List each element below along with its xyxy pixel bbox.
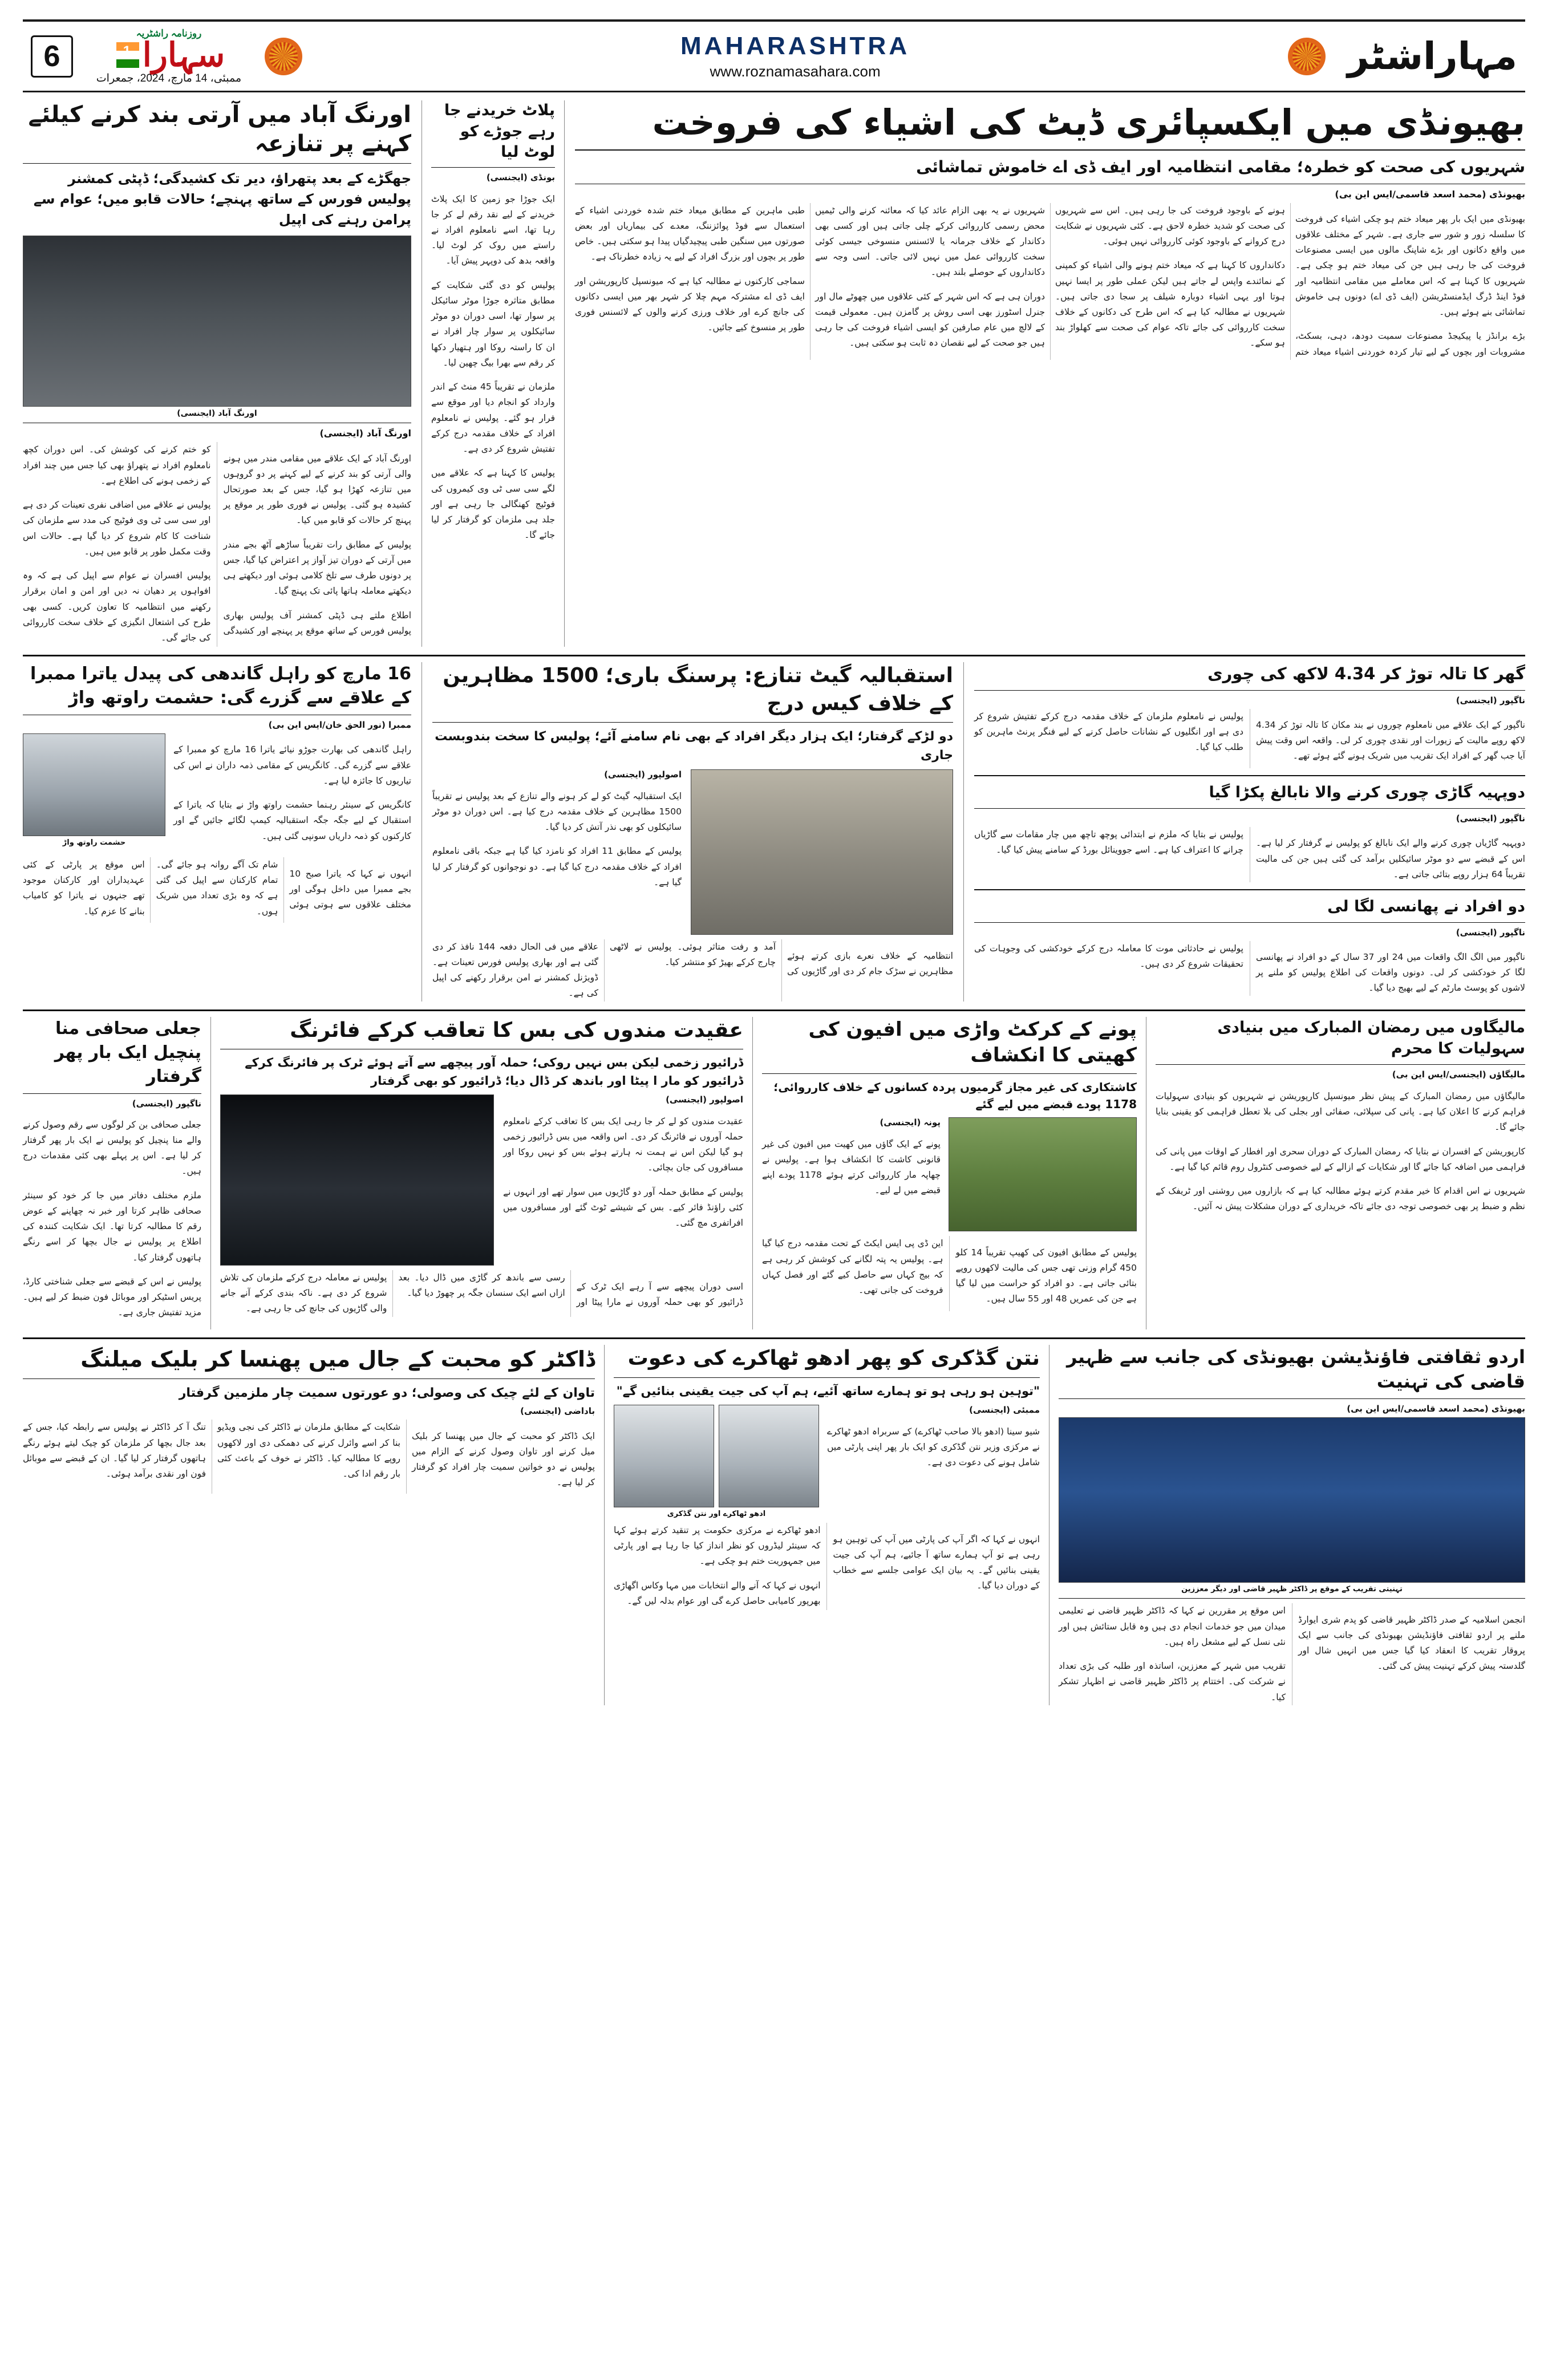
article-minor-thief [974, 775, 1525, 882]
article-fake-journalist [23, 1017, 211, 1330]
invitation-headline: نتن گڈکری کو پھر ادھو ٹھاکرے کی دعوت [627, 1347, 1040, 1371]
opium-subhead: کاشتکاری کی غیر مجاز گرمیوں پردہ کسانوں کے خلاف کارروائی؛ 1178 پودے قبضے میں لیے گئے [773, 1080, 1137, 1112]
article-ramzan-facilities [1146, 1017, 1525, 1330]
plot-body: ایک جوڑا جو زمین کا ایک پلاٹ خریدنے کے لیے نقد رقم لے کر جا رہا تھا، اسے نامعلوم افراد نے راستے میں روک کر لوٹ لیا۔ واقعہ بدھ کی دوپہر پیش آیا۔ پولیس کو دی گئی شکایت کے مطابق متاثرہ جوڑا موٹر سائیکل پر سوار تھا، اسی دوران دو موٹر سائیکلوں پر سوار چار افراد نے ان کا راستہ روکا اور ہتھیار دکھا کر رقم سے بھرا بیگ چھین لیا۔ ملزمان نے تقریباً 45 منٹ کے اندر وارداد کو انجام دیا اور موقع سے فرار ہو گئے۔ پولیس نے نامعلوم افراد کے خلاف مقدمہ درج کرکے تفتیش شروع کر دی ہے۔ پولیس کا کہنا ہے کہ علاقے میں لگے سی سی ٹی وی کیمروں کی فوٹیج کھنگالی جا رہی ہے اور جلد ہی ملزمان کو گرفتار کر لیا جائے گا۔ [431, 193, 555, 540]
foundation-photo [1059, 1417, 1525, 1583]
ramzan-body: مالیگاؤں میں رمضان المبارک کے پیش نظر میونسپل کارپوریشن نے شہریوں کو بنیادی سہولیات فراہم کرنے کا اعلان کیا ہے۔ پانی کی سپلائی، صفائی اور بجلی کی بلا تعطل فراہمی کو یقینی بنایا جائے گا۔ کارپوریشن کے افسران نے بتایا کہ رمضان المبارک کے دوران سحری اور افطار کے اوقات میں پانی کی فراہمی میں اضافہ کیا جائے گا اور شکایات کے ازالے کے لیے خصوصی کنٹرول روم قائم کیا گیا ہے۔ شہریوں نے اس اقدام کا خیر مقدم کرتے ہوئے مطالبہ کیا ہے کہ بازاروں میں روشنی اور ٹریفک کے نظم و ضبط پر بھی خصوصی توجہ دی جائے تاکہ خریداری کے دوران مشکلات پیش نہ آئیں۔ [1156, 1090, 1525, 1212]
masthead [23, 19, 1525, 92]
aurangabad-body: اورنگ آباد کے ایک علاقے میں مقامی مندر میں ہونے والی آرتی کو بند کرنے کے لیے کہنے پر دو گروہوں میں تنازعہ کھڑا ہو گیا، جس کے بعد صورتحال کشیدہ ہو گئی۔ پولیس نے فوری طور پر موقع پر پہنچ کر حالات کو قابو میں کیا۔ پولیس کے مطابق رات تقریباً ساڑھے آٹھ بجے مندر میں آرتی کے دوران تیز آواز پر اعتراض کیا گیا، جس پر دونوں طرف سے تلخ کلامی ہوئی اور دیکھتے ہی دیکھتے معاملہ ہاتھا پائی تک پہنچ گیا۔ اطلاع ملتے ہی ڈپٹی کمشنر آف پولیس بھاری پولیس فورس کے ساتھ موقع پر پہنچے اور کشیدگی کو ختم کرنے کی کوشش کی۔ اس دوران کچھ نامعلوم افراد نے پتھراؤ بھی کیا جس میں چند افراد کے زخمی ہونے کی اطلاع ہے۔ پولیس نے علاقے میں اضافی نفری تعینات کر دی ہے اور سی سی ٹی وی فوٹیج کی مدد سے ملزمان کی شناخت کا کام شروع کر دیا گیا ہے۔ حالات اس وقت مکمل طور پر قابو میں ہیں۔ پولیس افسران نے عوام سے اپیل کی ہے کہ وہ افواہوں پر دھیان نہ دیں اور امن و امان برقرار رکھنے میں انتظامیہ کا تعاون کریں۔ کسی بھی طرح کی اشتعال انگیزی کے خلاف سخت کارروائی کی جائے گی۔ [23, 444, 411, 643]
foundation-headline: اردو ثقافتی فاؤنڈیشن بھیونڈی کی جانب سے ظہیر قاضی کی تہنیت [1067, 1346, 1525, 1393]
minor-thief-byline: ناگپور (ایجنسی) [1456, 813, 1525, 824]
ramzan-byline: مالیگاؤں (ایجنسی/ایس این بی) [1392, 1069, 1525, 1080]
urdu-edition-title: مہاراشٹر [1347, 34, 1517, 79]
aurangabad-subhead: جھگڑے کے بعد پتھراؤ، دیر تک کشیدگی؛ ڈپٹی کمشنر پولیس فورس کے ساتھ پہنچے؛ حالات قابو میں؛ عوام سے پرامن رہنے کی اپیل [33, 171, 411, 228]
fake-journalist-headline: جعلی صحافی منا پنچیل ایک بار پھر گرفتار [54, 1018, 201, 1086]
article-foundation-felicitation [1049, 1345, 1525, 1705]
article-theft [974, 662, 1525, 768]
band-top [23, 100, 1525, 647]
invitation-photo-uddhav [614, 1405, 714, 1507]
opium-body-col1: پونے کے ایک گاؤں میں کھیت میں افیون کی غیر قانونی کاشت کا انکشاف ہوا ہے۔ پولیس نے چھاپہ مار کارروائی کرتے ہوئے 1178 پودے اپنے قبضے میں لے لیے۔ [762, 1138, 941, 1196]
foundation-byline: بھیونڈی (محمد اسعد قاسمی/ایس این بی) [1347, 1404, 1525, 1414]
suicides-headline: دو افراد نے پھانسی لگا لی [1327, 897, 1525, 915]
plot-byline: بونڈی (ایجنسی) [486, 172, 555, 183]
doctor-headline: ڈاکٹر کو محبت کے جال میں پھنسا کر بلیک میلنگ [80, 1347, 595, 1372]
edition-title: MAHARASHTRA [680, 32, 910, 60]
firing-photo-truck [220, 1094, 494, 1266]
gate-body-col2: انتظامیہ کے خلاف نعرے بازی کرتے ہوئے مظاہرین نے سڑک جام کر دی اور گاڑیوں کی آمد و رفت متاثر ہوئی۔ پولیس نے لاٹھی چارج کرکے بھیڑ کو منتشر کیا۔ علاقے میں فی الحال دفعہ 144 نافذ کر دی گئی ہے اور بھاری پولیس فورس تعینات ہے۔ ڈویژنل کمشنر نے امن برقرار رکھنے کی اپیل کی ہے۔ [432, 942, 953, 999]
yatra-body-part1: راہل گاندھی کی بھارت جوڑو نیائے یاترا 16 مارچ کو ممبرا کے علاقے سے گزرے گی۔ کانگریس کے مقامی ذمہ داران نے اس کی تیاریوں کا جائزہ لیا ہے۔ کانگریس کے سینئر رہنما حشمت راوتھ واڑ نے بتایا کہ یاترا کے استقبال کے لیے جگہ جگہ استقبالیہ کیمپ لگائے جائیں گے اور کارکنوں کو ذمہ داریاں سونپی گئی ہیں۔ [173, 744, 411, 841]
band-middle [23, 655, 1525, 1002]
yatra-body-part2: انہوں نے کہا کہ یاترا صبح 10 بجے ممبرا میں داخل ہوگی اور مختلف علاقوں سے ہوتی ہوئی شام تک آگے روانہ ہو جائے گی۔ تمام کارکنان سے اپیل کی گئی ہے کہ وہ بڑی تعداد میں شریک ہوں۔ اس موقع پر پارٹی کے کئی عہدیداران اور کارکنان موجود تھے جنہوں نے یاترا کو کامیاب بنانے کا عزم کیا۔ [23, 859, 411, 917]
firing-body-col1: عقیدت مندوں کو لے کر جا رہی ایک بس کا تعاقب کرکے نامعلوم حملہ آوروں نے فائرنگ کر دی۔ اس واقعہ میں بس ڈرائیور زخمی ہو گیا لیکن اس نے ہمت نہ ہارتے ہوئے بس کو نہیں روکا اور مسافروں کی جان بچائی۔ پولیس کے مطابق حملہ آور دو گاڑیوں میں سوار تھے اور انہوں نے کئی راؤنڈ فائر کیے۔ بس کے شیشے ٹوٹ گئے اور مسافروں میں افراتفری مچ گئی۔ [503, 1116, 743, 1228]
firing-subhead: ڈرائیور زخمی لیکن بس نہیں روکی؛ حملہ آور پیچھے سے آتے ہوئے ٹرک پر فائرنگ کرکے ڈرائیور کو مار ا پیٹا اور باندھ کر ڈال دیا؛ ڈرائیور کو بھی گرفتار [245, 1056, 743, 1088]
firing-byline: اصولپور (ایجنسی) [666, 1094, 743, 1105]
article-aurangabad [23, 100, 422, 647]
flag-number: 1 [123, 43, 131, 59]
sun-emblem-left [265, 38, 302, 75]
gate-body-col1: ایک استقبالیہ گیٹ کو لے کر ہونے والے تنازع کے بعد پولیس نے تقریباً 1500 مظاہرین کے خلاف مقدمہ درج کیا ہے۔ اس دوران دو موٹر سائیکلوں کو بھی نذر آتش کر دیا گیا۔ پولیس کے مطابق 11 افراد کو نامزد کیا گیا ہے جبکہ باقی نامعلوم افراد کے خلاف مقدمہ درج کیا گیا ہے۔ دو نوجوانوں کو گرفتار کر لیا گیا ہے۔ [432, 790, 682, 887]
opium-byline: پونہ (ایجنسی) [880, 1117, 941, 1128]
foundation-body: انجمن اسلامیہ کے صدر ڈاکٹر ظہیر قاضی کو پدم شری ایوارڈ ملنے پر اردو ثقافتی فاؤنڈیشن بھیونڈی کی جانب سے ایک پروقار تقریب کا انعقاد کیا گیا جس میں انہیں شال اور گلدستہ پیش کرکے تہنیت پیش کی گئی۔ اس موقع پر مقررین نے کہا کہ ڈاکٹر ظہیر قاضی نے تعلیمی میدان میں جو خدمات انجام دی ہیں وہ قابل ستائش ہیں اور نئی نسل کے لیے مشعل راہ ہیں۔ تقریب میں شہر کے معززین، اساتذہ اور طلبہ کی بڑی تعداد نے شرکت کی۔ اختتام پر ڈاکٹر ظہیر قاضی نے اظہار تشکر کیا۔ [1059, 1605, 1525, 1702]
invitation-byline: ممبئی (ایجنسی) [969, 1405, 1040, 1416]
article-suicides [974, 889, 1525, 996]
invitation-body-col1: شیو سینا (ادھو بالا صاحب ٹھاکرے) کے سربراہ ادھو ٹھاکرے نے مرکزی وزیر نتن گڈکری کو ایک بار پھر اپنی پارٹی میں شامل ہونے کی دعوت دی ہے۔ [827, 1426, 1040, 1467]
gate-byline: اصولپور (ایجنسی) [604, 769, 682, 780]
theft-headline: گھر کا تالہ توڑ کر 4.34 لاکھ کی چوری [1207, 663, 1525, 683]
lead-headline: بھیونڈی میں ایکسپائری ڈیٹ کی اشیاء کی فروخت [652, 102, 1525, 144]
newspaper-logo [83, 27, 254, 85]
invitation-photo-caption: ادھو ٹھاکرے اور نتن گڈکری [667, 1510, 766, 1519]
article-bus-firing [211, 1017, 753, 1330]
article-yatra [23, 662, 422, 1002]
doctor-body: ایک ڈاکٹر کو محبت کے جال میں پھنسا کر بلیک میل کرنے اور تاوان وصول کرنے کے الزام میں پولیس نے دو خواتین سمیت چار افراد کو گرفتار کر لیا ہے۔ شکایت کے مطابق ملزمان نے ڈاکٹر کی نجی ویڈیو بنا کر اسے وائرل کرنے کی دھمکی دی اور لاکھوں روپے کا مطالبہ کیا۔ ڈاکٹر نے خوف کے باعث کئی بار رقم ادا کی۔ تنگ آ کر ڈاکٹر نے پولیس سے رابطہ کیا، جس کے بعد جال بچھا کر ملزمان کو چیک لیتے ہوئے رنگے ہاتھوں گرفتار کر لیا گیا۔ ان کے قبضے سے موبائل فون اور نقدی برآمد ہوئی۔ [23, 1422, 595, 1488]
article-pune-opium [753, 1017, 1146, 1330]
opium-body-col2: پولیس کے مطابق افیون کی کھیپ تقریباً 14 کلو 450 گرام وزنی تھی جس کی مالیت لاکھوں روپے بتائی جاتی ہے۔ دو افراد کو حراست میں لیا گیا ہے جن کی عمریں 48 اور 55 سال ہیں۔ این ڈی پی ایس ایکٹ کے تحت مقدمہ درج کیا گیا ہے۔ پولیس یہ پتہ لگانے کی کوشش کر رہی ہے کہ بیج کہاں سے حاصل کیے گئے اور فصل کہاں فروخت کی جانی تھی۔ [762, 1238, 1137, 1304]
minor-thief-body: دوپہیہ گاڑیاں چوری کرنے والے ایک نابالغ کو پولیس نے گرفتار کر لیا ہے۔ اس کے قبضے سے دو موٹر سائیکلیں برآمد کی گئی ہیں جن کی مالیت تقریباً 64 ہزار روپے بتائی جاتی ہے۔ پولیس نے بتایا کہ ملزم نے ابتدائی پوچھ تاچھ میں چار مقامات سے گاڑیاں چرانے کا اعتراف کیا ہے۔ اسے جووینائل بورڈ کے سامنے پیش کیا گیا۔ [974, 829, 1525, 879]
suicides-byline: ناگپور (ایجنسی) [1456, 927, 1525, 938]
website-url[interactable]: www.roznamasahara.com [710, 63, 881, 80]
gate-headline: استقبالیہ گیٹ تنازع: پرسنگ باری؛ 1500 مظاہرین کے خلاف کیس درج [443, 663, 953, 715]
opium-photo-field [949, 1117, 1137, 1231]
aurangabad-headline: اورنگ آباد میں آرتی بند کرنے کیلئے کہنے پر تنازعہ [28, 102, 411, 157]
gate-subhead: دو لڑکے گرفتار؛ ایک ہزار دیگر افراد کے بھی نام سامنے آئے؛ پولیس کا سخت بندوبست جاری [435, 729, 953, 763]
yatra-photo [23, 733, 165, 836]
lead-byline: بھیونڈی (محمد اسعد قاسمی/ایس این بی) [1335, 188, 1525, 200]
article-lead [565, 100, 1525, 647]
ramzan-headline: مالیگاوں میں رمضان المبارک میں بنیادی سہولیات کا محرم [1217, 1018, 1525, 1058]
theft-byline: ناگپور (ایجنسی) [1456, 695, 1525, 706]
yatra-headline: 16 مارچ کو راہل گاندھی کی پیدل یاترا ممبرا کے علاقے سے گزرے گی: حشمت راوتھ واڑ [30, 663, 411, 708]
page-number: 6 [31, 35, 73, 78]
invitation-subhead: "توہین ہو رہی ہو تو ہمارے ساتھ آئیے، ہم آپ کی جیت یقینی بنائیں گے" [616, 1384, 1040, 1398]
theft-body: ناگپور کے ایک علاقے میں نامعلوم چوروں نے بند مکان کا تالہ توڑ کر 4.34 لاکھ روپے مالیت کے زیورات اور نقدی چوری کر لی۔ واقعہ اس وقت پیش آیا جب گھر کے افراد ایک تقریب میں شریک ہونے گئے ہوئے تھے۔ پولیس نے نامعلوم ملزمان کے خلاف مقدمہ درج کرکے تفتیش شروع کر دی ہے اور انگلیوں کے نشانات حاصل کرنے کے لیے فنگر پرنٹ ماہرین کو طلب کیا گیا۔ [974, 711, 1525, 761]
doctor-byline: باداضی (ایجنسی) [520, 1406, 595, 1417]
foundation-photo-caption: تہنیتی تقریب کے موقع پر ڈاکٹر ظہیر قاضی اور دیگر معززین [1181, 1585, 1403, 1594]
article-gadkari-invitation [605, 1345, 1049, 1705]
firing-headline: عقیدت مندوں کی بس کا تعاقب کرکے فائرنگ [290, 1018, 743, 1042]
flag-icon [116, 42, 139, 68]
fake-journalist-body: جعلی صحافی بن کر لوگوں سے رقم وصول کرنے والے منا پنچیل کو پولیس نے ایک بار پھر گرفتار کر لیا ہے۔ اس پر پہلے بھی کئی مقدمات درج ہیں۔ ملزم مختلف دفاتر میں جا کر خود کو سینئر صحافی ظاہر کرتا اور خبر نہ چھاپنے کے عوض رقم کا مطالبہ کرتا تھا۔ ایک شکایت کنندہ کی اطلاع پر پولیس نے جال بچھا کر اسے رنگے ہاتھوں گرفتار کیا۔ پولیس نے اس کے قبضے سے جعلی شناختی کارڈ، پریس اسٹیکر اور موبائل فون ضبط کر لیے ہیں۔ مزید تفتیش جاری ہے۔ [23, 1120, 201, 1318]
article-doctor-blackmail [23, 1345, 605, 1705]
doctor-subhead: تاوان کے لئے چیک کی وصولی؛ دو عورتوں سمیت چار ملزمین گرفتار [179, 1386, 595, 1401]
invitation-body-col2: انہوں نے کہا کہ اگر آپ کی پارٹی میں آپ کی توہین ہو رہی ہے تو آپ ہمارے ساتھ آ جائیے، ہم آپ کی جیت یقینی بنائیں گے۔ یہ بیان ایک عوامی جلسے سے خطاب کے دوران دیا گیا۔ ادھو ٹھاکرے نے مرکزی حکومت پر تنقید کرتے ہوئے کہا کہ سینئر لیڈروں کو نظر انداز کیا جا رہا ہے اور پارٹی میں جمہوریت ختم ہو چکی ہے۔ انہوں نے کہا کہ آنے والے انتخابات میں مہا وکاس اگھاڑی بھرپور کامیابی حاصل کرے گی اور عوام بدلہ لیں گے۔ [614, 1525, 1040, 1607]
fake-journalist-byline: ناگپور (ایجنسی) [132, 1098, 201, 1109]
suicides-body: ناگپور میں الگ الگ واقعات میں 24 اور 37 سال کے دو افراد نے پھانسی لگا کر خودکشی کر لی۔ دونوں واقعات کی اطلاع پولیس کو ملنے پر لاشوں کو پوسٹ مارٹم کے لیے بھیج دیا گیا۔ پولیس نے حادثاتی موت کا معاملہ درج کرکے خودکشی کی وجوہات کی تحقیقات شروع کر دی ہیں۔ [974, 943, 1525, 994]
plot-headline: پلاٹ خریدنے جا رہے جوڑے کو لوٹ لیا [444, 102, 555, 161]
band-bottom [23, 1337, 1525, 1705]
article-gate-dispute [422, 662, 964, 1002]
gate-photo-burnt-bike [691, 769, 953, 935]
logo-main-text: سہارا [142, 37, 225, 74]
lead-subhead: شہریوں کی صحت کو خطرہ؛ مقامی انتظامیہ اور ایف ڈی اے خاموش تماشائی [916, 157, 1525, 176]
sun-emblem-right [1288, 38, 1326, 75]
edition-block [313, 32, 1278, 80]
issue-date: ممبئی، 14 مارچ، 2024، جمعرات [96, 72, 242, 85]
aurangabad-byline: اورنگ آباد (ایجنسی) [319, 428, 411, 439]
minor-thief-headline: دوپہیہ گاڑی چوری کرنے والا نابالغ پکڑا گیا [1209, 784, 1525, 802]
opium-headline: پونے کے کرکٹ واڑی میں افیون کی کھیتی کا انکشاف [808, 1017, 1137, 1067]
invitation-photo-gadkari [719, 1405, 819, 1507]
yatra-byline: ممبرا (نور الحق خان/ایس این بی) [268, 719, 411, 730]
aurangabad-photo [23, 236, 411, 407]
band-third [23, 1009, 1525, 1330]
column-nagpur-briefs [964, 662, 1525, 1002]
firing-body-col2: اسی دوران پیچھے سے آ رہے ایک ٹرک کے ڈرائیور کو بھی حملہ آوروں نے مارا پیٹا اور رسی سے باندھ کر گاڑی میں ڈال دیا۔ بعد ازاں اسے ایک سنسان جگہ پر چھوڑ دیا گیا۔ پولیس نے معاملہ درج کرکے ملزمان کی تلاش شروع کر دی ہے۔ ناکہ بندی کرکے آنے جانے والی گاڑیوں کی جانچ کی جا رہی ہے۔ [220, 1272, 743, 1314]
aurangabad-photo-caption: اورنگ آباد (ایجنسی) [177, 409, 257, 419]
yatra-photo-caption: حشمت راوتھ واڑ [62, 838, 126, 847]
logo-top-line: روزنامہ راشٹریہ [136, 28, 202, 39]
article-plot-robbery [422, 100, 565, 647]
lead-body: بھیونڈی میں ایک بار پھر میعاد ختم ہو چکی اشیاء کی فروخت کا سلسلہ زور و شور سے جاری ہے۔ شہر کے مختلف علاقوں میں واقع دکانوں اور بڑے شاپنگ مالوں میں ایسی مصنوعات فروخت کی جا رہی ہیں جن کی میعاد ختم ہو چکی ہے۔ شہریوں کا کہنا ہے کہ اس معاملے میں مقامی انتظامیہ اور فوڈ اینڈ ڈرگ ایڈمنسٹریشن (ایف ڈی اے) دونوں ہی خاموش تماشائی بنے ہوئے ہیں۔ بڑے برانڈز یا پیکیجڈ مصنوعات سمیت دودھ، دہی، بسکٹ، مشروبات اور بچوں کے لیے تیار کردہ خوردنی اشیاء میعاد ختم ہونے کے باوجود فروخت کی جا رہی ہیں۔ اس سے شہریوں کی صحت کو شدید خطرہ لاحق ہے۔ کئی شہریوں نے شکایت درج کروانے کے باوجود کوئی کارروائی نہیں ہوئی۔ دکانداروں کا کہنا ہے کہ میعاد ختم ہونے والی اشیاء کو کمپنی کے نمائندے واپس لے جاتے ہیں لیکن عملی طور پر ایسا نہیں ہوتا اور یہی اشیاء دوبارہ شیلف پر سجا دی جاتی ہیں۔ شہریوں نے مطالبہ کیا ہے کہ اس طرح کی دکانوں کے خلاف سخت کارروائی کی جائے تاکہ عوام کی صحت سے کھلواڑ بند ہو سکے۔ شہریوں نے یہ بھی الزام عائد کیا کہ معائنہ کرنے والی ٹیمیں محض رسمی کارروائی کرکے چلی جاتی ہیں اور کسی بھی دکاندار کے خلاف جرمانہ یا لائسنس منسوخی جیسی کوئی سخت کارروائی عمل میں نہیں لائی جاتی۔ اسی وجہ سے دکانداروں کے حوصلے بلند ہیں۔ دوران ہی ہے کہ اس شہر کے کئی علاقوں میں چھوٹے مال اور جنرل اسٹورز بھی اسی روش پر گامزن ہیں۔ معمولی قیمت کے لالچ میں عام صارفین کو ایسی اشیاء فروخت کی جا رہی ہیں جو صحت کے لیے نقصان دہ ثابت ہو سکتی ہیں۔ طبی ماہرین کے مطابق میعاد ختم شدہ خوردنی اشیاء کے استعمال سے فوڈ پوائزننگ، معدے کی بیماریاں اور بعض صورتوں میں سنگین طبی پیچیدگیاں پیدا ہو سکتی ہیں۔ خاص طور پر بچوں اور بزرگ افراد کے لیے یہ زیادہ خطرناک ہے۔ سماجی کارکنوں نے مطالبہ کیا ہے کہ میونسپل کارپوریشن اور ایف ڈی اے مشترکہ مہم چلا کر شہر بھر میں ایسی دکانوں کی جانچ کرے اور خلاف ورزی کرنے والوں کے لائسنس فوری طور پر منسوخ کیے جائیں۔ [575, 205, 1525, 357]
